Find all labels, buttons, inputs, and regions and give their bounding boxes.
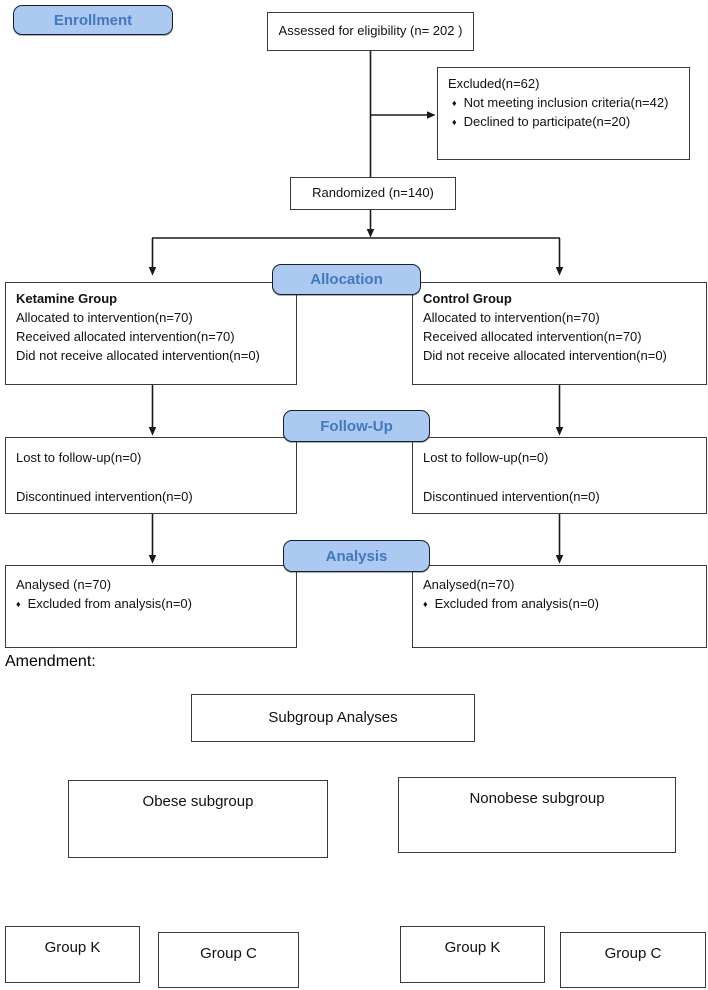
nonobese-subgroup-text: Nonobese subgroup	[469, 790, 605, 807]
ketamine-line: Received allocated intervention(n=70)	[16, 328, 235, 344]
analysis-title: Analysed(n=70)	[423, 577, 515, 592]
analysis-item	[423, 595, 696, 614]
analysis-item-text: Excluded from analysis(n=0)	[434, 595, 599, 611]
excluded-item	[448, 113, 679, 132]
followup-line: Discontinued intervention(n=0)	[16, 488, 193, 504]
randomized-text: Randomized (n=140)	[312, 185, 434, 201]
box-followup-control	[412, 437, 707, 514]
diamond-bullet-icon: ♦	[452, 116, 457, 127]
box-assessed-eligibility	[267, 12, 474, 51]
control-line: Received allocated intervention(n=70)	[423, 328, 642, 344]
box-ketamine-group	[5, 282, 297, 385]
box-obese-subgroup	[68, 780, 328, 858]
group-c-nonobese-text: Group C	[604, 945, 662, 962]
amendment-label: Amendment:	[5, 653, 96, 670]
subgroup-analyses-text: Subgroup Analyses	[268, 709, 398, 727]
box-randomized	[290, 177, 456, 210]
control-line: Did not receive allocated intervention(n=0)	[423, 347, 667, 363]
group-k-nonobese-text: Group K	[444, 939, 501, 956]
analysis-item	[16, 595, 286, 614]
box-group-k-obese	[5, 926, 140, 983]
diamond-bullet-icon: ♦	[423, 598, 428, 609]
diamond-bullet-icon: ♦	[452, 97, 457, 108]
box-excluded	[437, 67, 690, 160]
box-group-c-nonobese	[560, 932, 706, 988]
badge-analysis: Analysis	[283, 540, 430, 572]
obese-subgroup-text: Obese subgroup	[142, 793, 254, 810]
excluded-item-text: Declined to participate(n=20)	[463, 113, 631, 129]
badge-allocation: Allocation	[272, 264, 421, 295]
excluded-item-text: Not meeting inclusion criteria(n=42)	[463, 94, 669, 110]
followup-line: Discontinued intervention(n=0)	[423, 488, 600, 504]
box-analysis-control	[412, 565, 707, 648]
group-k-obese-text: Group K	[44, 939, 101, 956]
analysis-title: Analysed (n=70)	[16, 577, 112, 592]
control-line: Allocated to intervention(n=70)	[423, 309, 600, 325]
followup-line: Lost to follow-up(n=0)	[16, 450, 142, 465]
ketamine-line: Allocated to intervention(n=70)	[16, 309, 193, 325]
group-c-obese-text: Group C	[200, 945, 257, 962]
box-analysis-ketamine	[5, 565, 297, 648]
badge-followup: Follow-Up	[283, 410, 430, 442]
box-subgroup-analyses	[191, 694, 475, 742]
ketamine-line: Did not receive allocated intervention(n=0)	[16, 347, 260, 363]
assessed-text: Assessed for eligibility (n= 202 )	[278, 23, 463, 39]
analysis-item-text: Excluded from analysis(n=0)	[27, 595, 192, 611]
box-control-group	[412, 282, 707, 385]
excluded-item	[448, 94, 679, 113]
followup-line: Lost to follow-up(n=0)	[423, 450, 549, 465]
excluded-title: Excluded(n=62)	[448, 76, 540, 91]
box-group-c-obese	[158, 932, 299, 988]
box-nonobese-subgroup	[398, 777, 676, 853]
diamond-bullet-icon: ♦	[16, 598, 21, 609]
box-group-k-nonobese	[400, 926, 545, 983]
box-followup-ketamine	[5, 437, 297, 514]
badge-enrollment: Enrollment	[13, 5, 173, 35]
control-group-title: Control Group	[423, 291, 512, 306]
ketamine-group-title: Ketamine Group	[16, 291, 118, 306]
